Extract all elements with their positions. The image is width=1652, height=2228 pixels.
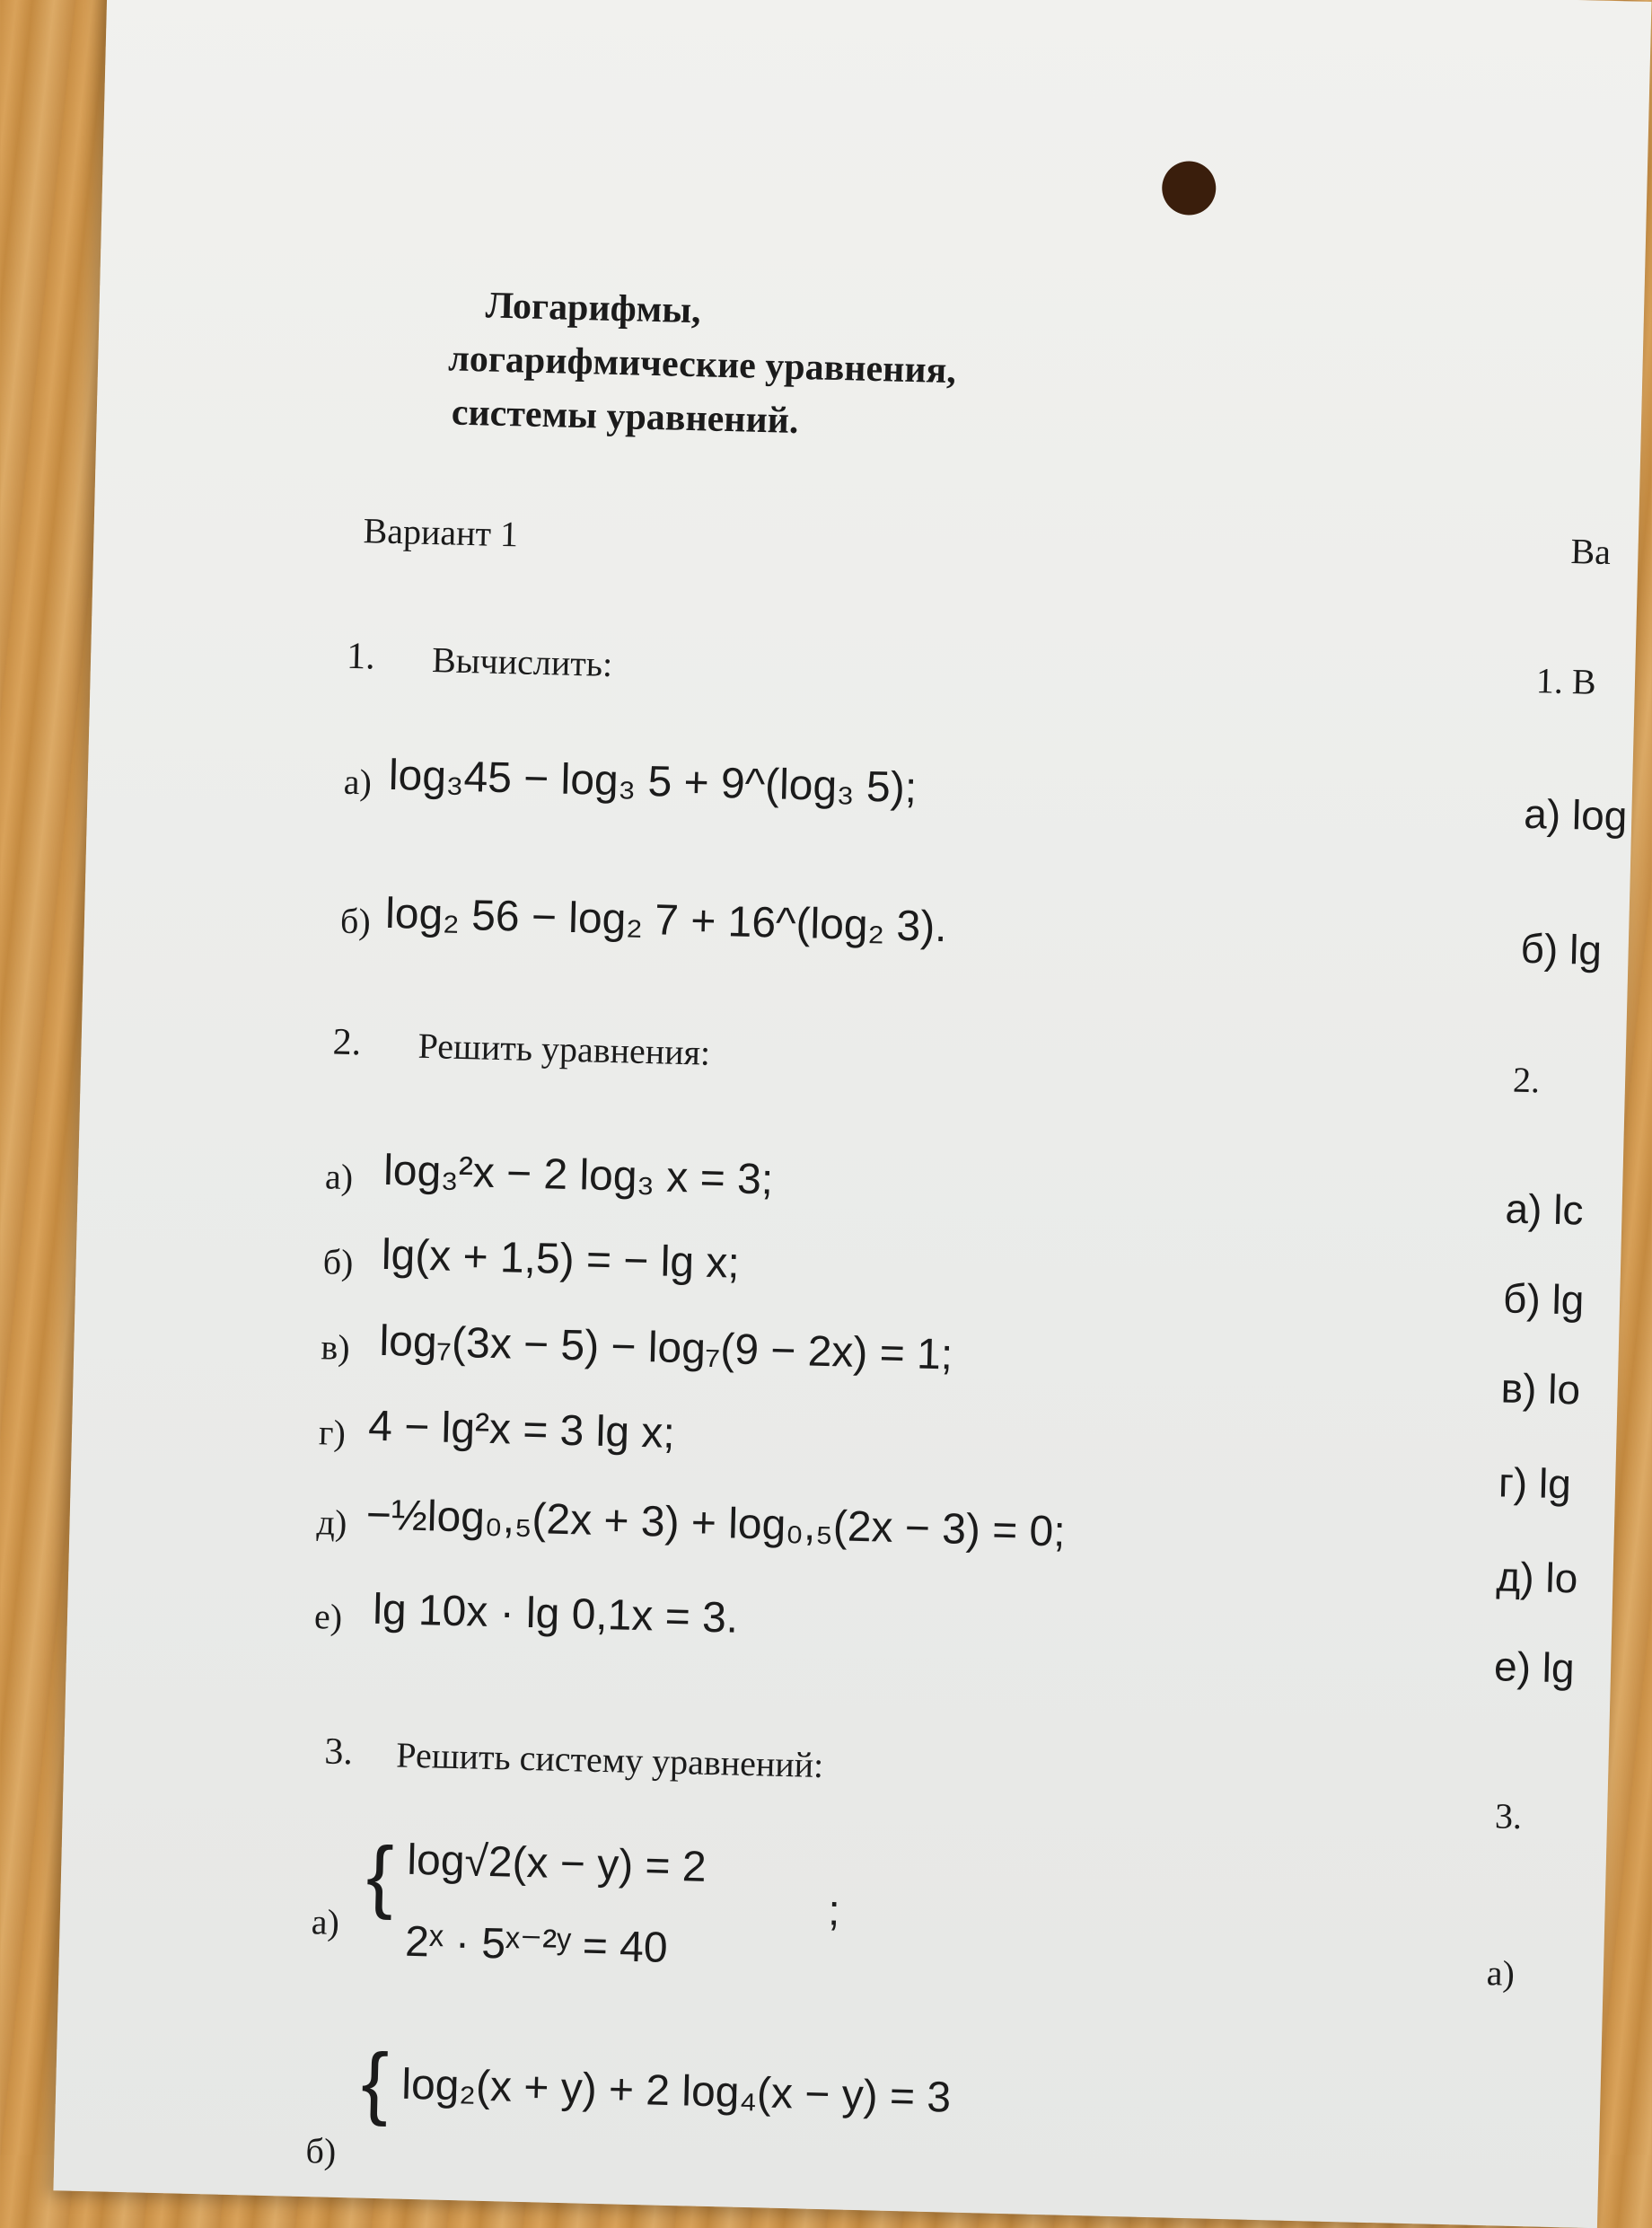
s3-a-end: ; — [827, 1887, 841, 1935]
right-a1: а) log — [1523, 789, 1629, 840]
s1-a-formula: log₃45 − log₃ 5 + 9^(log₃ 5); — [388, 751, 918, 813]
s3-a-line2: 2ˣ · 5ˣ⁻²ʸ = 40 — [404, 1917, 669, 1972]
punch-hole — [1162, 161, 1217, 216]
s3-a-line1: log√2(x − y) = 2 — [406, 1836, 707, 1891]
variant-label: Вариант 1 — [363, 510, 519, 555]
right-a3: а) — [1486, 1952, 1516, 1994]
s2-v-label: в) — [320, 1326, 351, 1369]
s2-b-label: б) — [322, 1241, 354, 1283]
section-2-task: Решить уравнения: — [417, 1025, 711, 1073]
right-item-d: д) lo — [1495, 1553, 1578, 1602]
right-item-g: г) lg — [1498, 1458, 1572, 1508]
s1-b-label: б) — [339, 900, 372, 942]
s2-d-label: д) — [316, 1501, 347, 1544]
s1-b-formula: log₂ 56 − log₂ 7 + 16^(log₂ 3). — [384, 889, 948, 952]
right-s3: 3. — [1494, 1795, 1523, 1837]
right-item-v: в) lo — [1500, 1364, 1581, 1413]
right-item-b: б) lg — [1502, 1274, 1586, 1324]
system-brace-a: { — [365, 1830, 395, 1922]
title-line-2: логарифмические уравнения, — [447, 338, 957, 392]
section-2-number: 2. — [332, 1021, 362, 1064]
s2-e-formula: lg 10x · lg 0,1x = 3. — [372, 1585, 739, 1642]
s3-b-label: б) — [305, 2130, 337, 2171]
right-variant: Ва — [1569, 531, 1612, 573]
section-1-task: Вычислить: — [431, 639, 613, 684]
right-item-a: а) lc — [1504, 1184, 1585, 1234]
title-line-1: Логарифмы, — [485, 285, 702, 332]
section-3-task: Решить систему уравнений: — [395, 1734, 824, 1786]
s2-e-label: е) — [313, 1596, 343, 1637]
system-brace-b: { — [360, 2037, 390, 2128]
s2-b-formula: lg(x + 1,5) = − lg x; — [381, 1230, 741, 1288]
s2-d-formula: −½log₀,₅(2x + 3) + log₀,₅(2x − 3) = 0; — [365, 1491, 1067, 1556]
s3-a-label: а) — [311, 1901, 340, 1942]
s2-v-formula: log₇(3x − 5) − log₇(9 − 2x) = 1; — [378, 1317, 953, 1379]
section-1-number: 1. — [346, 635, 376, 678]
right-s1: 1. В — [1535, 660, 1597, 702]
right-b1: б) lg — [1520, 924, 1603, 973]
s2-a-formula: log₃²x − 2 log₃ x = 3; — [382, 1146, 774, 1204]
s2-a-label: а) — [324, 1156, 354, 1198]
section-3-number: 3. — [323, 1730, 354, 1774]
s3-b-line1: log₂(x + y) + 2 log₄(x − y) = 3 — [400, 2060, 952, 2122]
s1-a-label: а) — [343, 761, 373, 803]
s2-g-label: г) — [318, 1412, 347, 1453]
right-s2: 2. — [1512, 1059, 1541, 1101]
right-item-e: е) lg — [1493, 1642, 1576, 1692]
worksheet-paper — [53, 0, 1651, 2228]
title-line-3: системы уравнений. — [451, 392, 799, 442]
s2-g-formula: 4 − lg²x = 3 lg x; — [367, 1402, 676, 1457]
